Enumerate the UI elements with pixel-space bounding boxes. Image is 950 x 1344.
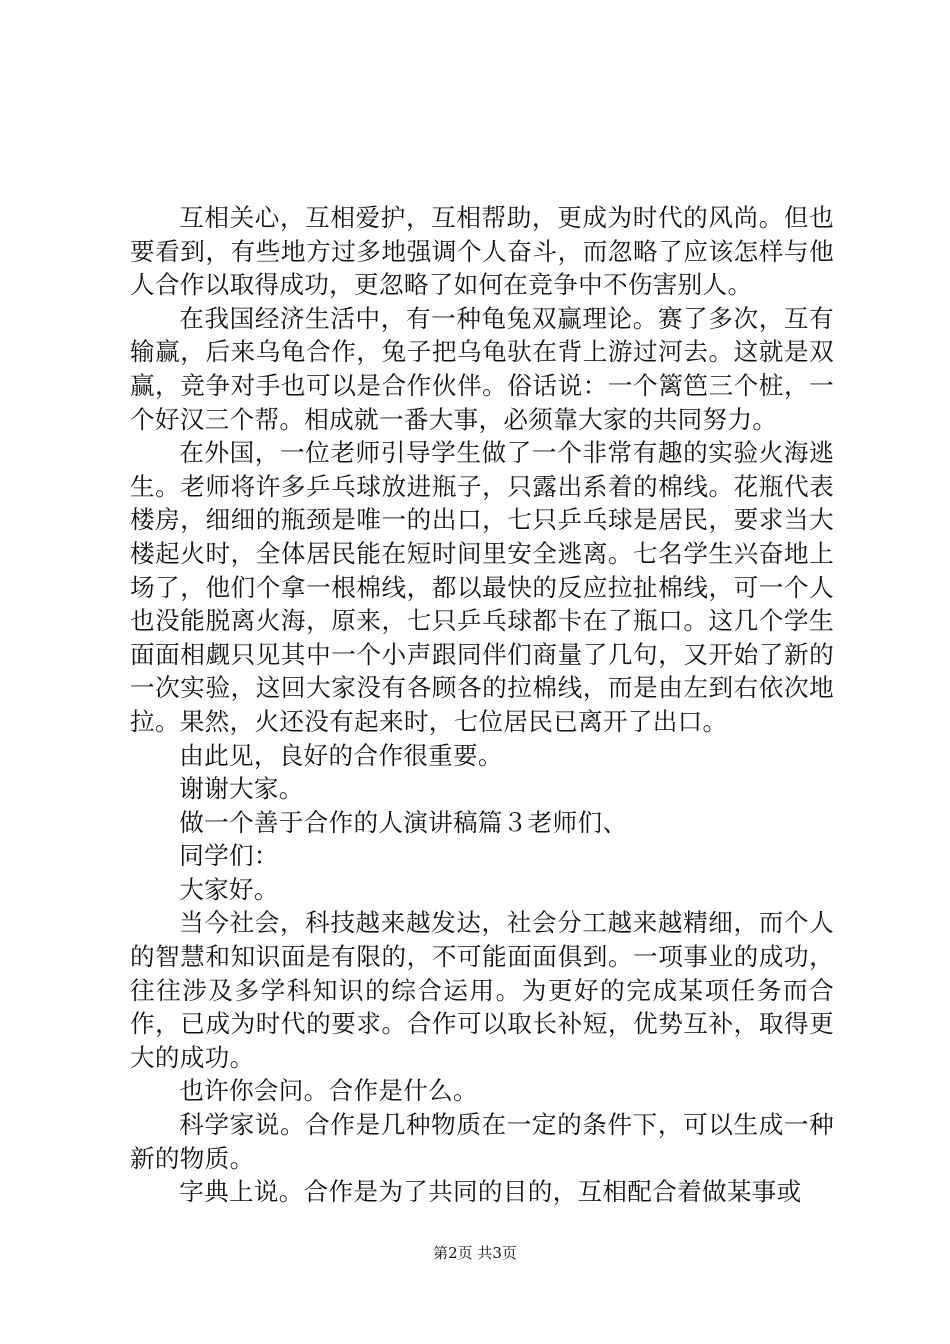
- paragraph: 做一个善于合作的人演讲稿篇３老师们、: [179, 807, 628, 837]
- document-body: [130, 201, 834, 1209]
- paragraph: 由此见，良好的合作很重要。: [179, 740, 503, 770]
- paragraph: 在我国经济生活中，有一种龟兔双赢理论。赛了多次，互有输赢，后来乌龟合作，兔子把乌龟驮在背上游过河去。这就是双赢，竞争对手也可以是合作伙伴。俗话说：一个篱笆三个桩，一个好汉三个帮。相成就一番大事，必须靠大家的共同努力。: [130, 303, 834, 434]
- paragraph: 谢谢大家。: [179, 774, 304, 804]
- paragraph: 也许你会问。合作是什么。: [179, 1076, 478, 1106]
- paragraph: 大家好。: [179, 874, 279, 904]
- page-footer: 第2页 共3页: [433, 1244, 517, 1262]
- paragraph: 同学们：: [179, 841, 279, 871]
- paragraph: 字典上说。合作是为了共同的目的，互相配合着做某事或: [179, 1177, 802, 1207]
- paragraph: 互相关心，互相爱护，互相帮助，更成为时代的风尚。但也要看到，有些地方过多地强调个人奋斗，而忽略了应该怎样与他人合作以取得成功，更忽略了如何在竞争中不伤害别人。: [130, 203, 834, 300]
- paragraph: 当今社会，科技越来越发达，社会分工越来越精细，而个人的智慧和知识面是有限的，不可能面面俱到。一项事业的成功，往往涉及多学科知识的综合运用。为更好的完成某项任务而合作，已成为时代的要求。合作可以取长补短，优势互补，取得更大的成功。: [130, 908, 834, 1072]
- paragraph: 在外国，一位老师引导学生做了一个非常有趣的实验火海逃生。老师将许多乒乓球放进瓶子，只露出系着的棉线。花瓶代表楼房，细细的瓶颈是唯一的出口，七只乒乓球是居民，要求当大楼起火时，全体居民能在短时间里安全逃离。七名学生兴奋地上场了，他们个拿一根棉线，都以最快的反应拉扯棉线，可一个人也没能脱离火海，原来，七只乒乓球都卡在了瓶口。这几个学生面面相觑只见其中一个小声跟同伴们商量了几句，又开始了新的一次实验，这回大家没有各顾各的拉棉线，而是由左到右依次地拉。果然，火还没有起来时，七位居民已离开了出口。: [130, 438, 834, 736]
- paragraph: 科学家说。合作是几种物质在一定的条件下，可以生成一种新的物质。: [130, 1110, 834, 1173]
